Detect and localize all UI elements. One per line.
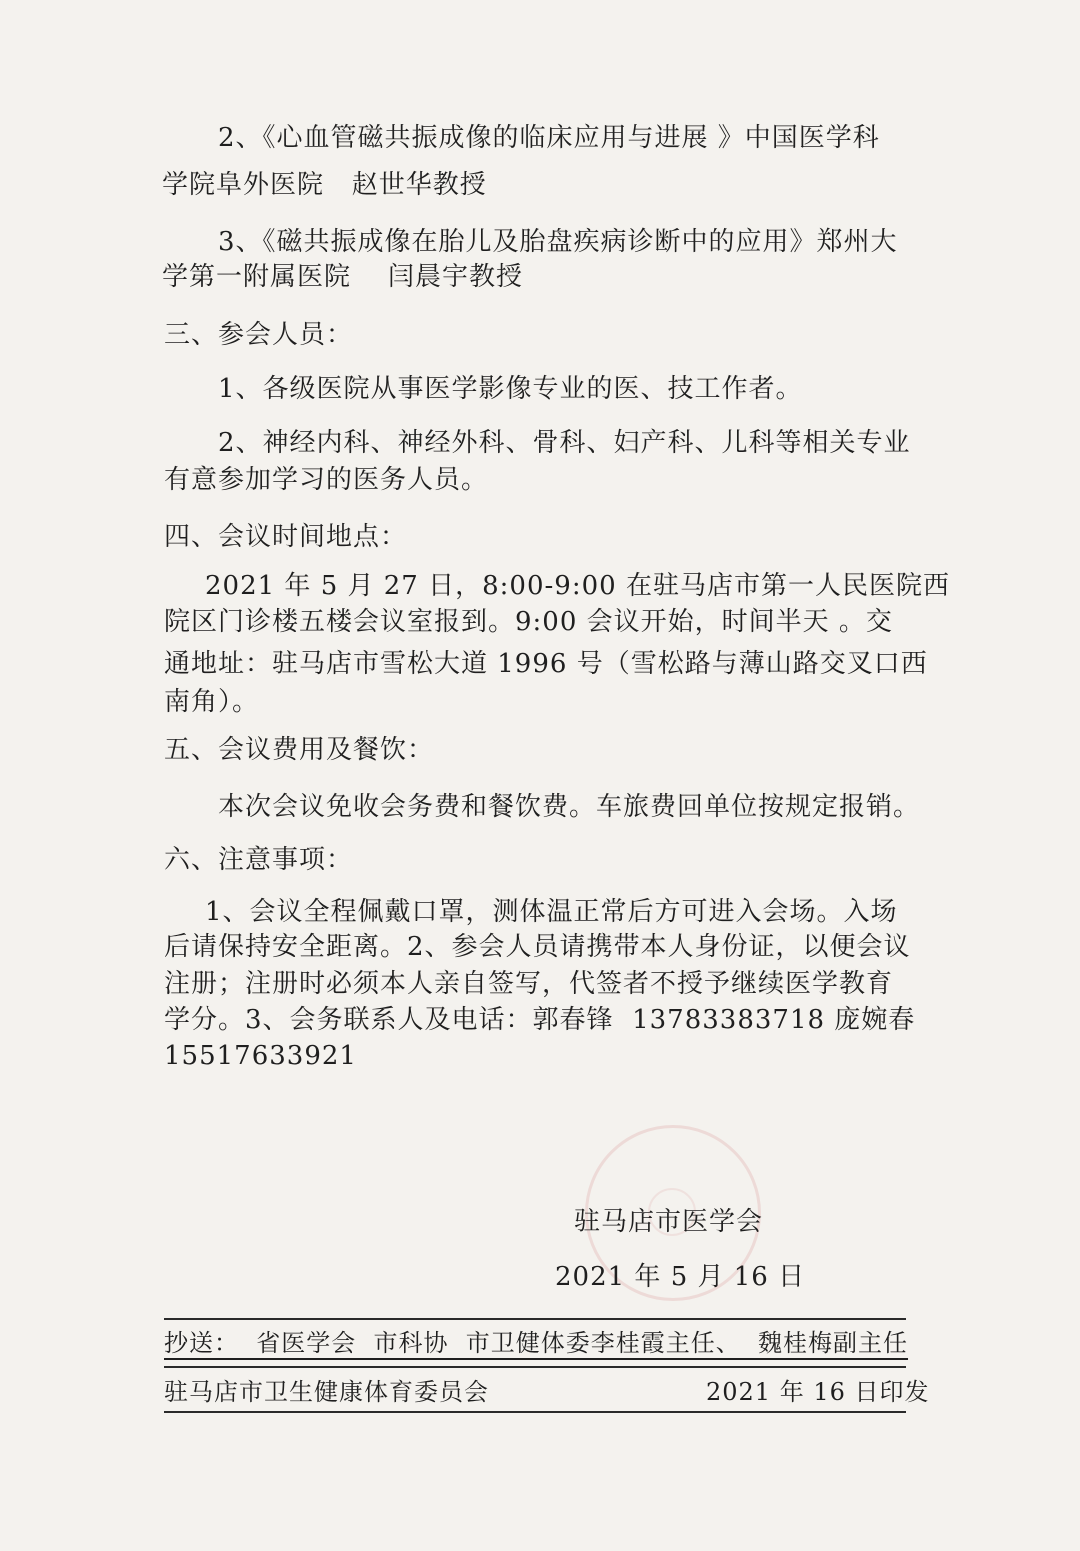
body-line: 有意参加学习的医务人员。 <box>164 465 489 495</box>
body-line: 注册；注册时必须本人亲自签写，代签者不授予继续医学教育 <box>164 969 894 999</box>
section-heading: 四、会议时间地点： <box>164 522 408 552</box>
body-line: 通地址：驻马店市雪松大道 1996 号（雪松路与薄山路交叉口西 <box>164 649 928 679</box>
body-line: 3、《磁共振成像在胎儿及胎盘疾病诊断中的应用》郑州大 <box>218 227 898 257</box>
section-heading: 三、参会人员： <box>164 320 354 350</box>
signature-date: 2021 年 5 月 16 日 <box>555 1262 806 1292</box>
section-heading: 五、会议费用及餐饮： <box>164 735 435 765</box>
section-heading: 六、注意事项： <box>164 845 354 875</box>
body-line: 学分。3、会务联系人及电话：郭春锋 13783383718 庞婉春 <box>164 1005 916 1035</box>
body-line: 后请保持安全距离。2、参会人员请携带本人身份证，以便会议 <box>164 932 911 962</box>
footer-bottom-rule <box>164 1411 906 1413</box>
signature-org: 驻马店市医学会 <box>574 1207 764 1237</box>
issue-date: 2021 年 16 日印发 <box>706 1378 930 1406</box>
issuer-name: 驻马店市卫生健康体育委员会 <box>164 1378 489 1406</box>
body-line: 1、会议全程佩戴口罩，测体温正常后方可进入会场。入场 <box>205 897 898 927</box>
body-line: 2021 年 5 月 27 日，8:00-9:00 在驻马店市第一人民医院西 <box>205 571 950 601</box>
footer-middle-rule <box>164 1366 906 1368</box>
body-line: 2、神经内科、神经外科、骨科、妇产科、儿科等相关专业 <box>218 428 911 458</box>
body-line: 15517633921 <box>164 1041 357 1071</box>
footer-top-rule <box>164 1318 906 1320</box>
body-line: 南角）。 <box>164 687 260 717</box>
body-line: 1、各级医院从事医学影像专业的医、技工作者。 <box>218 374 803 404</box>
body-line: 学院阜外医院 赵世华教授 <box>162 170 487 200</box>
cc-line: 抄送： 省医学会 市科协 市卫健体委李桂霞主任、 魏桂梅副主任 <box>164 1329 909 1357</box>
body-line: 学第一附属医院 闫晨宇教授 <box>162 262 524 292</box>
body-line: 本次会议免收会务费和餐饮费。车旅费回单位按规定报销。 <box>218 792 921 822</box>
body-line: 院区门诊楼五楼会议室报到。9:00 会议开始，时间半天 。交 <box>164 607 893 637</box>
body-line: 2、《心血管磁共振成像的临床应用与进展 》中国医学科 <box>218 123 880 153</box>
